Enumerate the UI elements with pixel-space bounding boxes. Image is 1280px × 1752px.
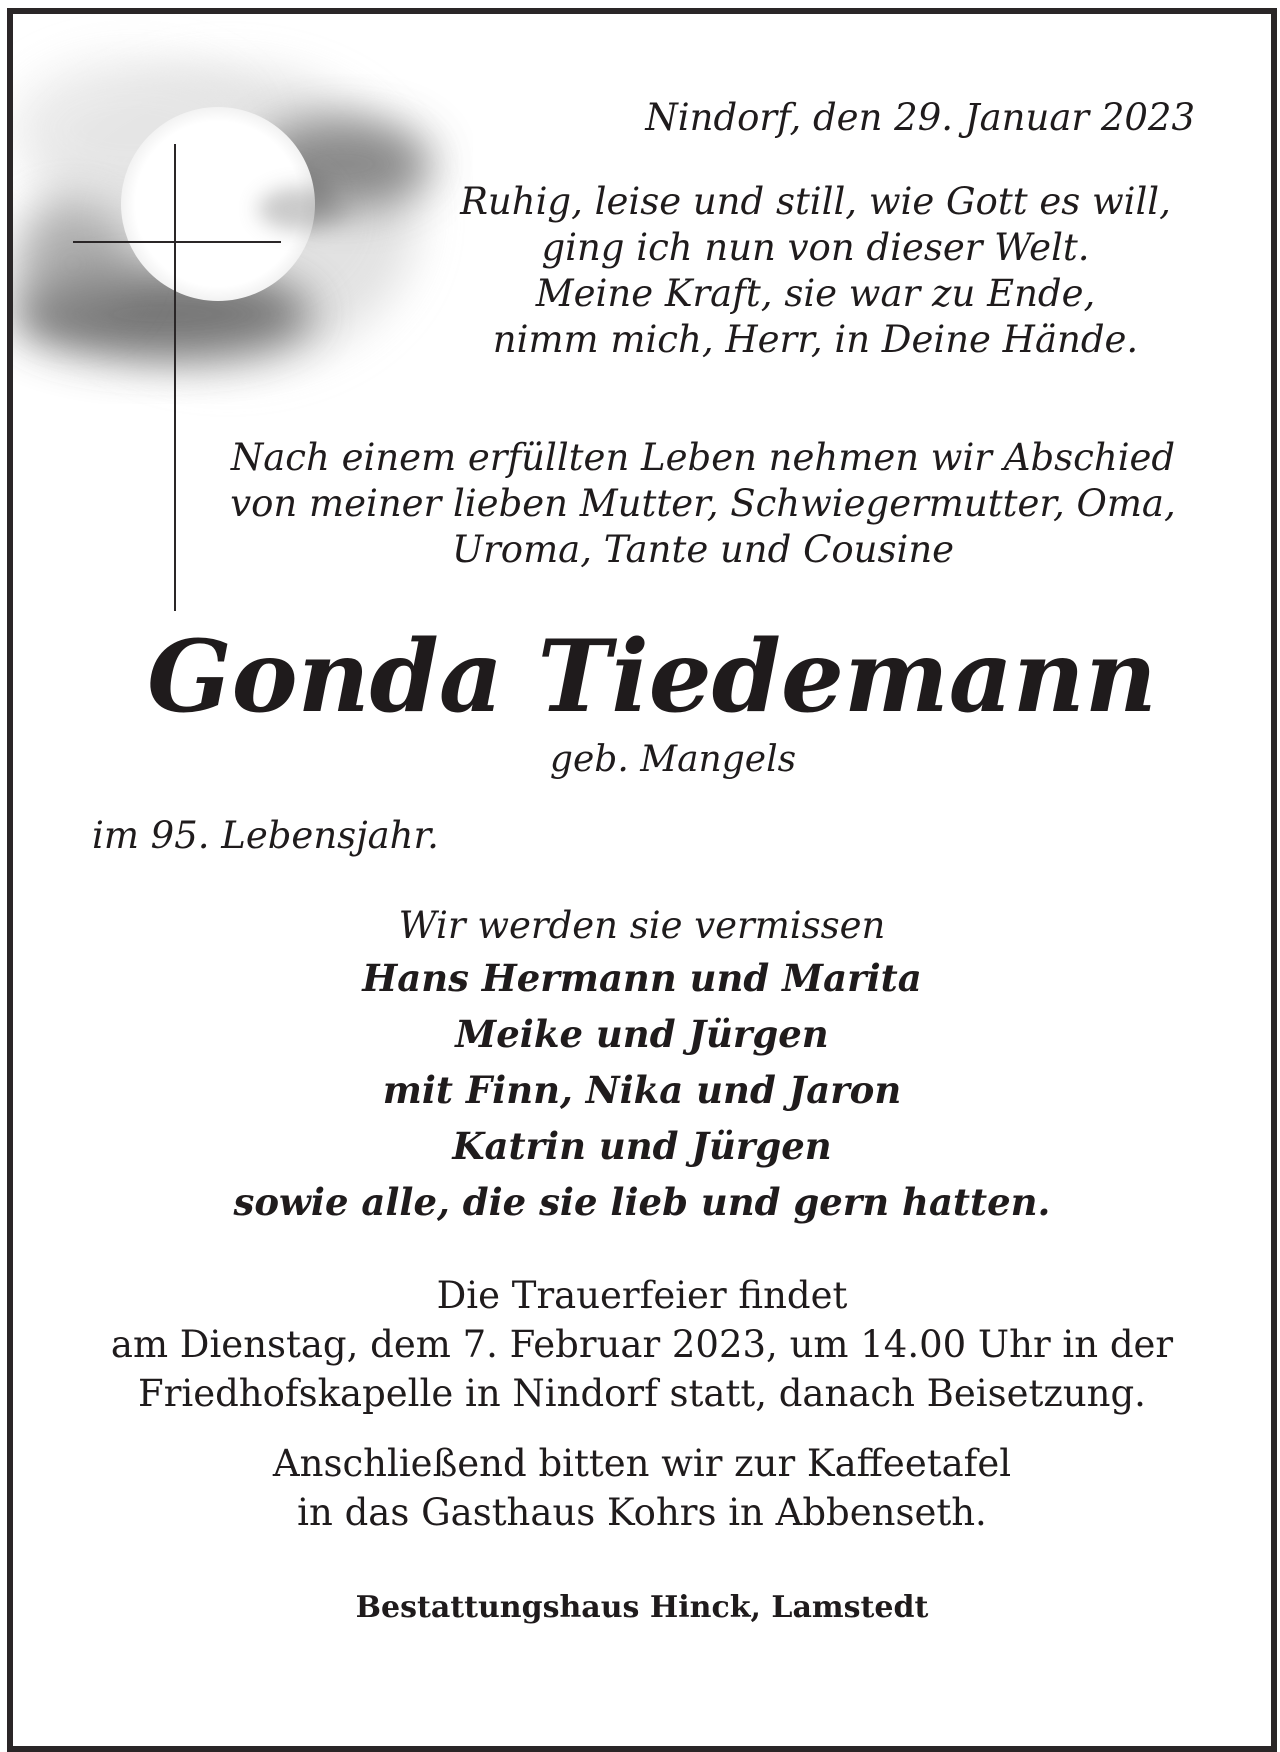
- intro-line: Nach einem erfüllten Leben nehmen wir Abschied: [230, 436, 1176, 479]
- reception-line: Anschließend bitten wir zur Kaffeetafel: [272, 1442, 1012, 1485]
- place-date: Nindorf, den 29. Januar 2023: [645, 96, 1195, 139]
- age-text: im 95. Lebensjahr.: [92, 814, 439, 857]
- poem-line: Ruhig, leise und still, wie Gott es will,: [460, 180, 1171, 223]
- mourner-line: Meike und Jürgen: [455, 1012, 829, 1056]
- birth-name: geb. Mangels: [549, 739, 797, 780]
- poem-line: nimm mich, Herr, in Deine Hände.: [492, 318, 1139, 361]
- mourner-line: sowie alle, die sie lieb und gern hatten.: [233, 1180, 1051, 1224]
- reception-line: in das Gasthaus Kohrs in Abbenseth.: [297, 1491, 987, 1534]
- obituary-notice: [7, 8, 1277, 1752]
- service-line: Friedhofskapelle in Nindorf statt, danach Beisetzung.: [138, 1372, 1146, 1415]
- mourner-line: Katrin und Jürgen: [452, 1124, 832, 1168]
- mourner-line: Hans Hermann und Marita: [362, 956, 922, 1000]
- poem-line: ging ich nun von dieser Welt.: [541, 226, 1090, 269]
- mourner-line: mit Finn, Nika und Jaron: [382, 1068, 902, 1112]
- deceased-name: Gonda Tiedemann: [147, 619, 1157, 735]
- funeral-home-name: Bestattungshaus Hinck, Lamstedt: [355, 1590, 929, 1625]
- poem-line: Meine Kraft, sie war zu Ende,: [535, 272, 1096, 315]
- mourners-intro: Wir werden sie vermissen: [398, 904, 886, 947]
- intro-line: von meiner lieben Mutter, Schwiegermutter, Oma,: [230, 482, 1176, 525]
- service-line: Die Trauerfeier findet: [436, 1274, 848, 1317]
- service-line: am Dienstag, dem 7. Februar 2023, um 14.00 Uhr in der: [110, 1323, 1174, 1366]
- intro-line: Uroma, Tante und Cousine: [451, 528, 955, 571]
